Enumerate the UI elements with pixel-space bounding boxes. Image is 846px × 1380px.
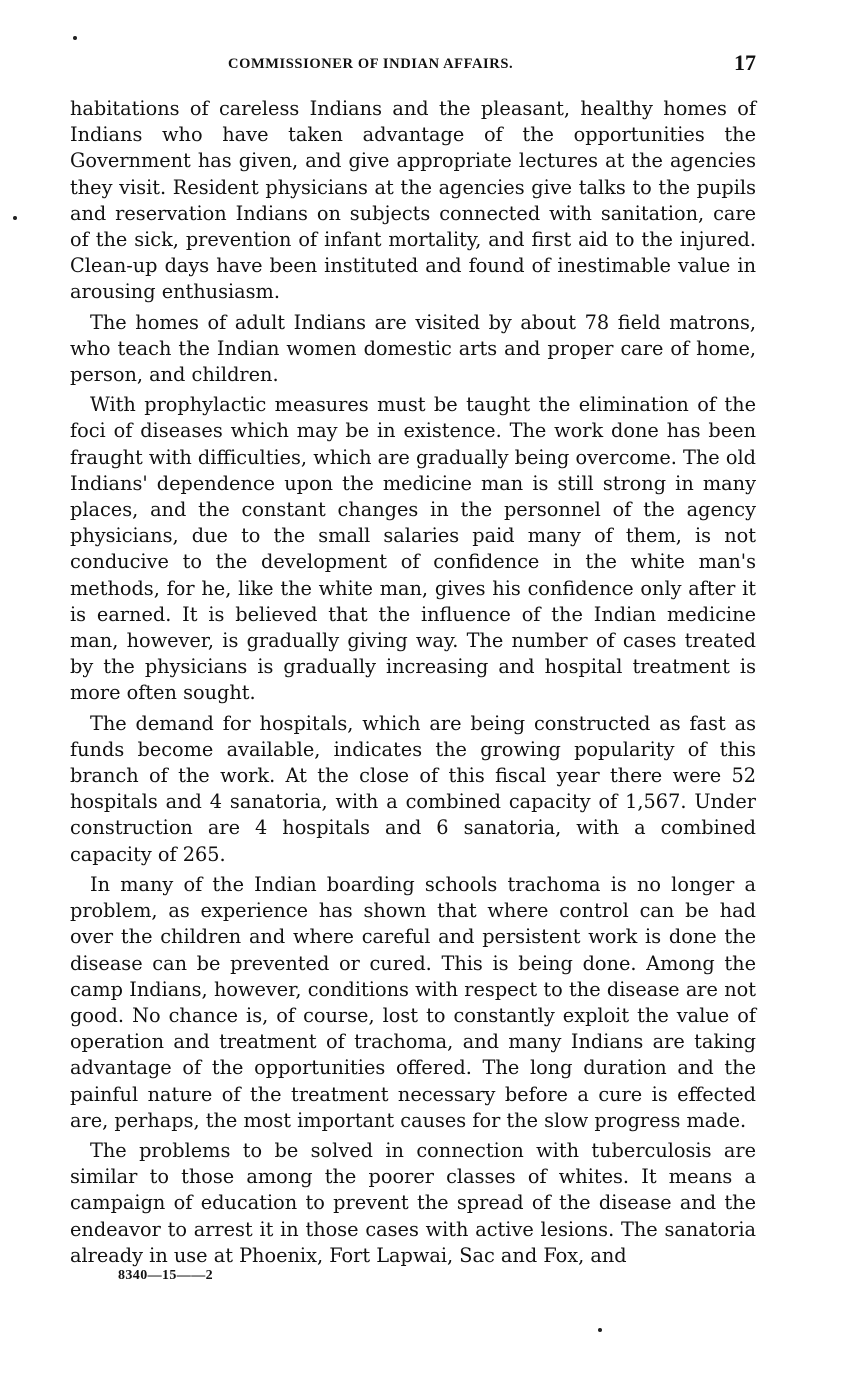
paragraph-tuberculosis: The problems to be solved in connection with tuberculosis are similar to those among the poorer classes of whites. It means a campaign of education to prevent the spread of the disease and the endeavor to arrest it in those cases with active lesions. The sanatoria already in use at Phoenix, Fort Lapwai, Sac and Fox, and: [70, 1138, 756, 1267]
page-number: 17: [734, 50, 756, 75]
running-head: COMMISSIONER OF INDIAN AFFAIRS.: [228, 56, 514, 72]
printer-signature: 8340—15——2: [118, 1268, 213, 1283]
scan-speck: [73, 36, 77, 40]
paragraph-hospitals: The demand for hospitals, which are being constructed as fast as funds become available, indicates the growing popularity of this branch of the work. At the close of this fiscal year there were 52 hospitals and 4 sanatoria, with a combined capacity of 1,567. Under construction are 4 hospitals and 6 sanatoria, with a combined capacity of 265.: [70, 711, 756, 866]
body-text: [70, 96, 756, 1269]
scan-speck: [13, 216, 17, 220]
paragraph-field-matrons: The homes of adult Indians are visited by about 78 field matrons, who teach the Indian women domestic arts and proper care of home, person, and children.: [70, 310, 756, 387]
paragraph-prophylactic-measures: With prophylactic measures must be taught the elimination of the foci of diseases which may be in existence. The work done has been fraught with difficulties, which are gradually being overcome. The old Indians' dependence upon the medicine man is still strong in many places, and the constant changes in the personnel of the agency physicians, due to the small salaries paid many of them, is not conducive to the development of confidence in the white man's methods, for he, like the white man, gives his confidence only after it is earned. It is believed that the influence of the Indian medicine man, however, is gradually giving way. The number of cases treated by the physicians is gradually increasing and hospital treatment is more often sought.: [70, 393, 756, 705]
page-header: [70, 52, 756, 80]
paragraph-continuation: habitations of careless Indians and the pleasant, healthy homes of Indians who have taken advantage of the opportunities the Government has given, and give appropriate lectures at the agencies they visit. Resident physicians at the agencies give talks to the pupils and reservation Indians on subjects connected with sanitation, care of the sick, prevention of infant mortality, and first aid to the injured. Clean-up days have been instituted and found of inestimable value in arousing enthusiasm.: [70, 97, 756, 304]
scan-speck: [598, 1328, 602, 1332]
paragraph-trachoma: In many of the Indian boarding schools trachoma is no longer a problem, as experience has shown that where control can be had over the children and where careful and persistent work is done the disease can be prevented or cured. This is being done. Among the camp Indians, however, conditions with respect to the disease are not good. No chance is, of course, lost to constantly exploit the value of operation and treatment of trachoma, and many Indians are taking advantage of the opportunities offered. The long duration and the painful nature of the treatment necessary before a cure is effected are, perhaps, the most important causes for the slow progress made.: [70, 872, 756, 1132]
